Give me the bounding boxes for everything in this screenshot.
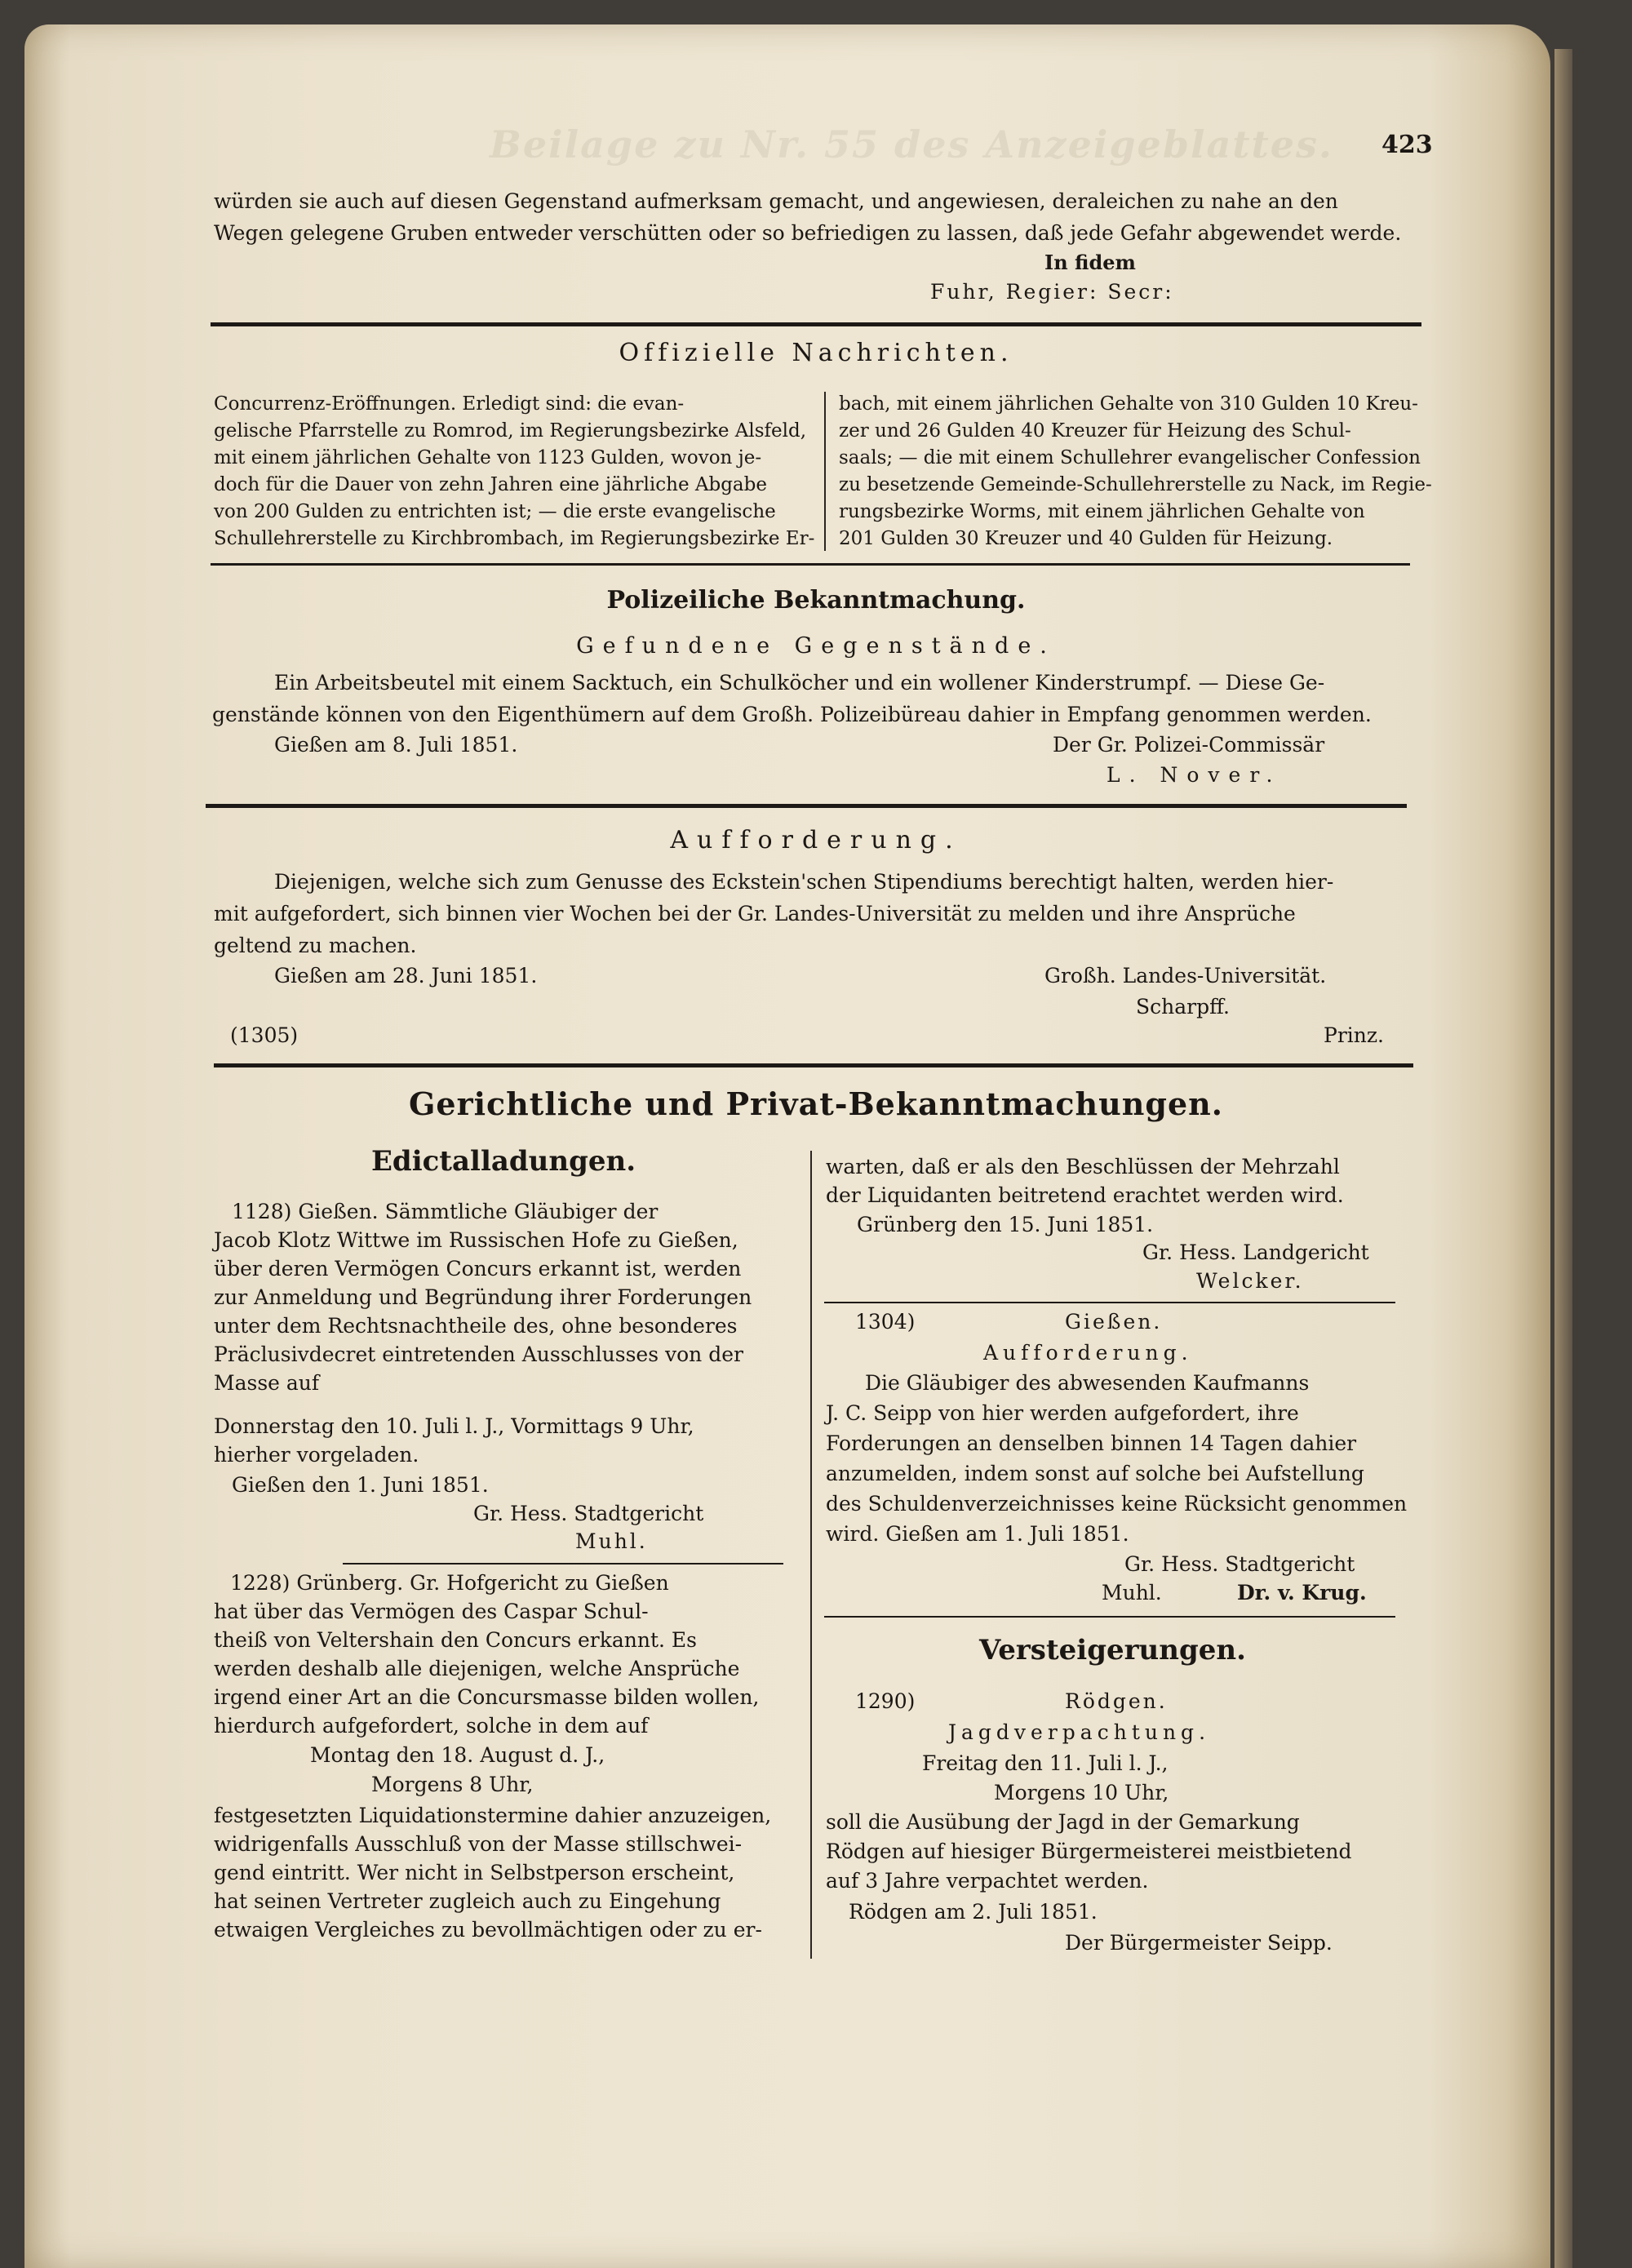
police-title-text: Polizeiliche Bekanntmachung.	[606, 586, 1026, 615]
n1290-line-1: soll die Ausübung der Jagd in der Gemarkung	[826, 1810, 1300, 1834]
summons-title-text: Aufforderung.	[670, 826, 962, 854]
n1128-line-9: hierher vorgeladen.	[214, 1443, 419, 1467]
n1290-line-3: auf 3 Jahre verpachtet werden.	[826, 1869, 1149, 1893]
right-cont-court: Gr. Hess. Landgericht	[1142, 1241, 1369, 1264]
bleed-through-header: Beilage zu Nr. 55 des Anzeigeblattes.	[490, 122, 1333, 166]
official-left-line-4: doch für die Dauer von zehn Jahren eine jährliche Abgabe	[214, 474, 767, 495]
n1228-line-1: 1228) Grünberg. Gr. Hofgericht zu Gießen	[230, 1571, 669, 1595]
official-title	[619, 339, 1210, 367]
n1228-line-9: gend eintritt. Wer nicht in Selbstperson erscheint,	[214, 1861, 735, 1884]
n1304-line-3: Forderungen an denselben binnen 14 Tagen dahier	[826, 1431, 1357, 1455]
n1228-time-line: Morgens 8 Uhr,	[371, 1773, 534, 1796]
summons-place-date: Gießen am 28. Juni 1851.	[274, 964, 538, 988]
divider	[214, 1063, 1413, 1067]
n1128-date: Gießen den 1. Juni 1851.	[232, 1473, 489, 1497]
n1128-line-8: Donnerstag den 10. Juli l. J., Vormittags 9 Uhr,	[214, 1414, 694, 1438]
n1290-time: Morgens 10 Uhr,	[994, 1781, 1169, 1804]
column-divider	[810, 1151, 812, 1959]
divider	[824, 1616, 1395, 1618]
n1228-line-10: hat seinen Vertreter zugleich auch zu Eingehung	[214, 1889, 721, 1913]
official-left-line-6: Schullehrerstelle zu Kirchbrombach, im Regierungsbezirke Er-	[214, 528, 815, 549]
n1228-line-11: etwaigen Vergleiches zu bevollmächtigen oder zu er-	[214, 1918, 762, 1942]
n1304-place: Gießen.	[1065, 1310, 1163, 1334]
intro-line-1: würden sie auch auf diesen Gegenstand aufmerksam gemacht, und angewiesen, deraleichen zu nahe an den	[214, 189, 1338, 213]
n1304-signer-1: Muhl.	[1102, 1581, 1162, 1604]
right-cont-date: Grünberg den 15. Juni 1851.	[857, 1213, 1154, 1236]
n1304-line-1: Die Gläubiger des abwesenden Kaufmanns	[865, 1371, 1310, 1395]
divider	[211, 322, 1421, 326]
official-right-line-5: rungsbezirke Worms, mit einem jährlichen Gehalte von	[839, 501, 1365, 522]
summons-signer-1: Scharpff.	[1136, 995, 1230, 1019]
summons-line-2: mit aufgefordert, sich binnen vier Wochen bei der Gr. Landes-Universität zu melden und ihre Ansprüche	[214, 902, 1296, 925]
summons-line-1: Diejenigen, welche sich zum Genusse des Eckstein'schen Stipendiums berechtigt halten, werden hier-	[274, 870, 1334, 894]
official-left-line-5: von 200 Gulden zu entrichten ist; — die erste evangelische	[214, 501, 776, 522]
n1304-line-6: wird. Gießen am 1. Juli 1851.	[826, 1522, 1129, 1546]
divider	[343, 1563, 783, 1565]
in-fidem: In fidem	[1044, 251, 1136, 274]
official-left-line-1: Concurrenz-Eröffnungen. Erledigt sind: die evan-	[214, 393, 685, 415]
n1128-line-6: Präclusivdecret eintretenden Ausschlusses von der	[214, 1343, 743, 1366]
page-number: 423	[1381, 131, 1433, 159]
n1304-court: Gr. Hess. Stadtgericht	[1124, 1552, 1355, 1576]
n1228-line-3: theiß von Veltershain den Concurs erkannt. Es	[214, 1628, 698, 1652]
n1128-line-5: unter dem Rechtsnachtheile des, ohne besonderes	[214, 1314, 738, 1338]
n1290-signer: Der Bürgermeister Seipp.	[1065, 1931, 1333, 1955]
divider	[206, 804, 1407, 808]
police-place-date: Gießen am 8. Juli 1851.	[274, 733, 518, 757]
n1228-line-7: festgesetzten Liquidationstermine dahier anzuzeigen,	[214, 1804, 772, 1827]
n1128-signer: Muhl.	[575, 1529, 648, 1553]
police-title	[606, 586, 1235, 615]
n1290-place: Rödgen.	[1065, 1689, 1168, 1713]
auctions-title: Versteigerungen.	[979, 1634, 1246, 1667]
right-cont-signer: Welcker.	[1196, 1269, 1304, 1293]
judicial-title	[408, 1085, 1630, 1122]
n1228-line-2: hat über das Vermögen des Caspar Schul-	[214, 1600, 649, 1623]
official-right-line-6: 201 Gulden 30 Kreuzer und 40 Gulden für Heizung.	[839, 528, 1333, 549]
right-cont-line-1: warten, daß er als den Beschlüssen der Mehrzahl	[826, 1155, 1340, 1178]
summons-title	[670, 826, 1107, 854]
n1228-line-8: widrigenfalls Ausschluß von der Masse stillschwei-	[214, 1832, 743, 1856]
divider	[824, 1302, 1395, 1303]
n1290-title: Jagdverpachtung.	[948, 1720, 1211, 1744]
police-subtitle	[576, 633, 1296, 659]
n1128-court: Gr. Hess. Stadtgericht	[473, 1502, 704, 1525]
edict-title: Edictalladungen.	[371, 1145, 636, 1178]
intro-signature: Fuhr, Regier: Secr:	[930, 280, 1174, 304]
page-edge	[1554, 49, 1572, 2268]
n1128-line-7: Masse auf	[214, 1371, 320, 1395]
intro-line-2: Wegen gelegene Gruben entweder verschütten oder so befriedigen zu lassen, daß jede Gefahr abgewendet werde.	[214, 221, 1402, 245]
summons-signer-2: Prinz.	[1324, 1023, 1384, 1047]
n1304-head: 1304)	[855, 1310, 916, 1334]
divider	[211, 563, 1410, 566]
summons-institution: Großh. Landes-Universität.	[1044, 964, 1327, 988]
police-subtitle-text: Gefundene Gegenstände.	[576, 633, 1056, 659]
police-line-1: Ein Arbeitsbeutel mit einem Sacktuch, ein Schulköcher und ein wollener Kinderstrumpf. — Diese Ge-	[274, 671, 1325, 695]
n1228-line-4: werden deshalb alle diejenigen, welche Ansprüche	[214, 1657, 740, 1680]
summons-line-3: geltend zu machen.	[214, 934, 417, 957]
judicial-title-text: Gerichtliche und Privat-Bekanntmachungen.	[408, 1085, 1224, 1122]
police-line-2: genstände können von den Eigenthümern auf dem Großh. Polizeibüreau dahier in Empfang genommen werden.	[212, 703, 1372, 726]
n1128-line-4: zur Anmeldung und Begründung ihrer Forderungen	[214, 1285, 752, 1309]
official-left-line-3: mit einem jährlichen Gehalte von 1123 Gulden, wovon je-	[214, 447, 762, 468]
n1304-title: Aufforderung.	[983, 1341, 1193, 1365]
n1290-place-date: Rödgen am 2. Juli 1851.	[849, 1900, 1098, 1924]
police-office: Der Gr. Polizei-Commissär	[1053, 733, 1325, 757]
n1304-line-2: J. C. Seipp von hier werden aufgefordert, ihre	[826, 1401, 1299, 1425]
n1128-line-3: über deren Vermögen Concurs erkannt ist, werden	[214, 1257, 742, 1280]
column-divider	[824, 392, 826, 551]
n1304-signer-2: Dr. v. Krug.	[1237, 1581, 1367, 1604]
n1304-line-4: anzumelden, indem sonst auf solche bei Aufstellung	[826, 1462, 1364, 1485]
official-right-line-4: zu besetzende Gemeinde-Schullehrerstelle zu Nack, im Regie-	[839, 474, 1432, 495]
n1228-line-5: irgend einer Art an die Concursmasse bilden wollen,	[214, 1685, 760, 1709]
official-left-line-2: gelische Pfarrstelle zu Romrod, im Regierungsbezirke Alsfeld,	[214, 420, 807, 442]
n1290-head: 1290)	[855, 1689, 916, 1713]
police-signer: L. Nover.	[1106, 763, 1282, 787]
n1290-line-2: Rödgen auf hiesiger Bürgermeisterei meistbietend	[826, 1840, 1352, 1863]
n1228-line-6: hierdurch aufgefordert, solche in dem auf	[214, 1714, 649, 1738]
official-right-line-2: zer und 26 Gulden 40 Kreuzer für Heizung des Schul-	[839, 420, 1351, 442]
summons-number: (1305)	[230, 1023, 299, 1047]
official-right-line-1: bach, mit einem jährlichen Gehalte von 310 Gulden 10 Kreu-	[839, 393, 1418, 415]
n1228-date-line: Montag den 18. August d. J.,	[310, 1743, 605, 1767]
n1128-line-2: Jacob Klotz Wittwe im Russischen Hofe zu Gießen,	[214, 1228, 738, 1252]
official-right-line-3: saals; — die mit einem Schullehrer evangelischer Confession	[839, 447, 1421, 468]
n1290-date: Freitag den 11. Juli l. J.,	[922, 1751, 1169, 1775]
official-title-text: Offizielle Nachrichten.	[619, 339, 1013, 367]
n1128-line-1: 1128) Gießen. Sämmtliche Gläubiger der	[232, 1200, 659, 1223]
right-cont-line-2: der Liquidanten beitretend erachtet werden wird.	[826, 1183, 1344, 1207]
n1304-line-5: des Schuldenverzeichnisses keine Rücksicht genommen	[826, 1492, 1408, 1516]
